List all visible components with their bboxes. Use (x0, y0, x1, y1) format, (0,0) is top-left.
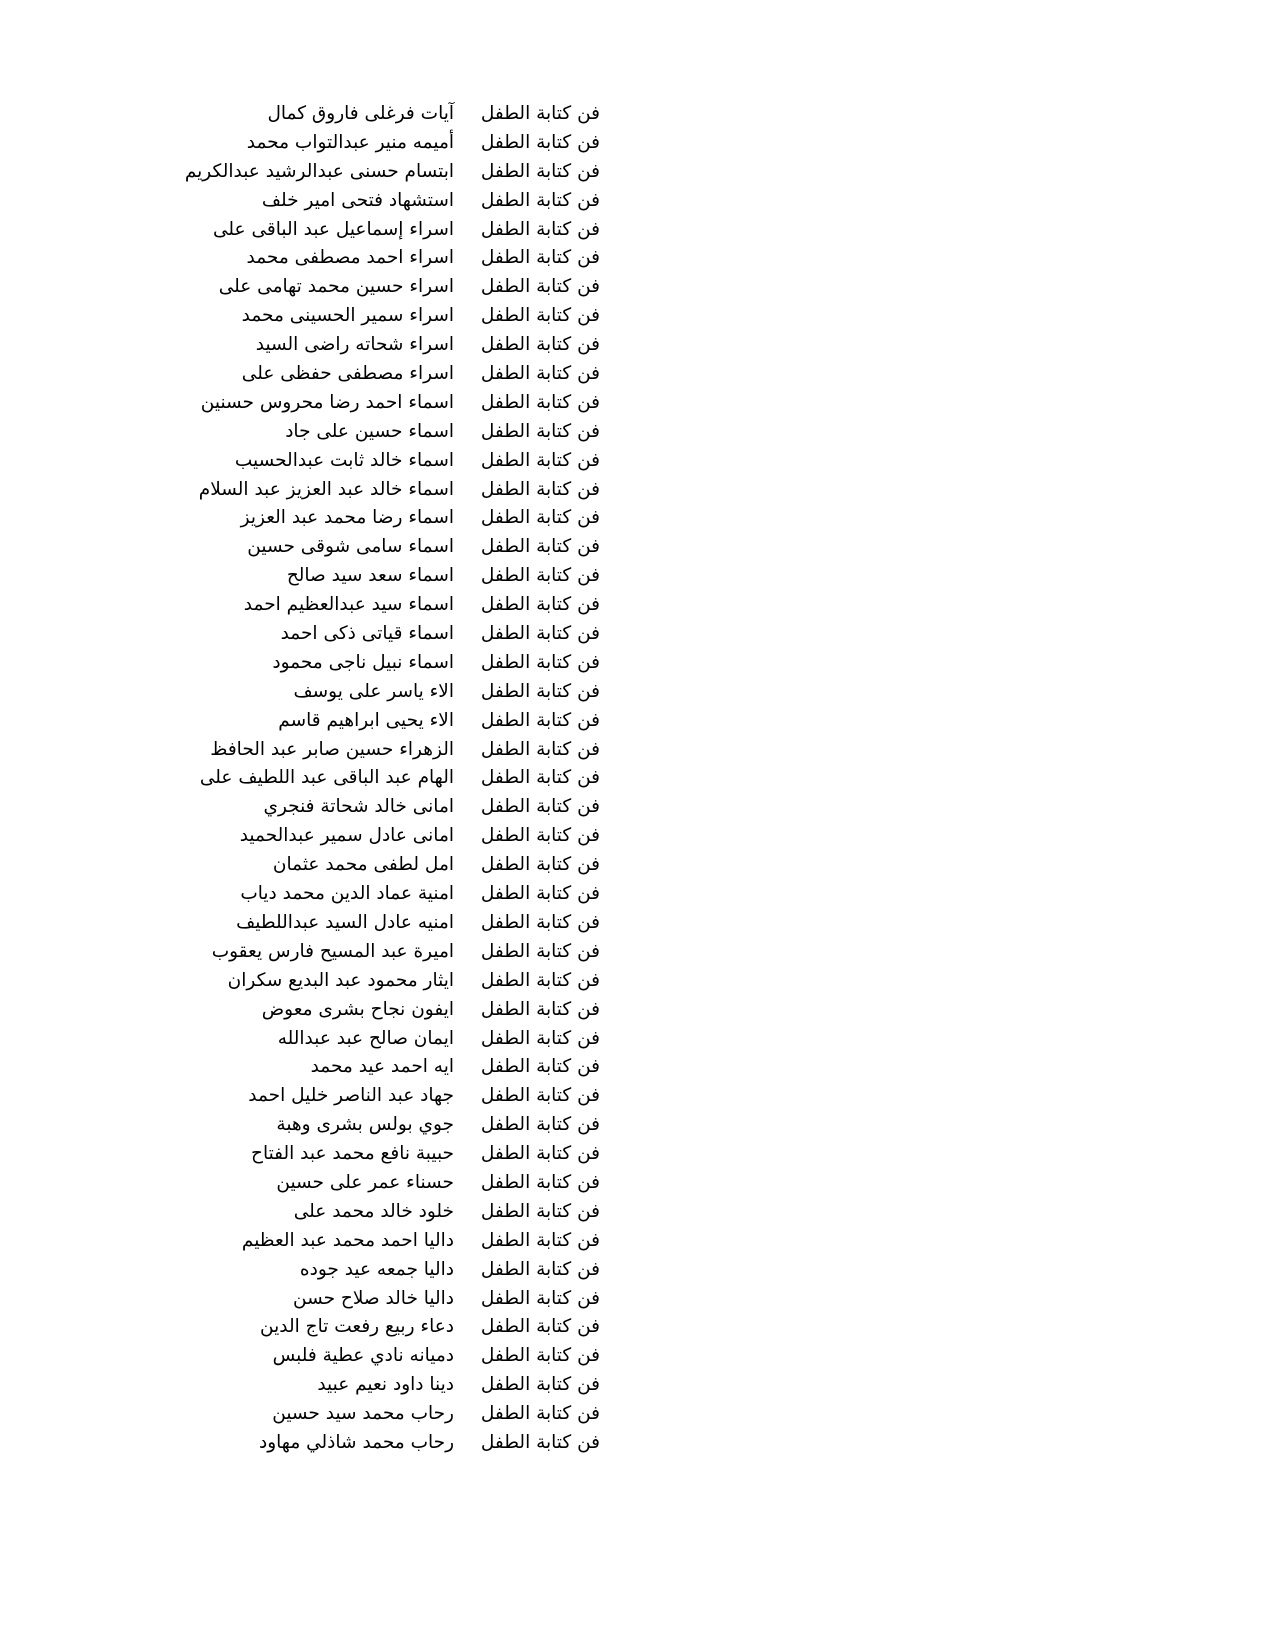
student-name: جهاد عبد الناصر خليل احمد (248, 1085, 454, 1107)
course-name: فن كتابة الطفل (480, 940, 600, 962)
student-name: اسماء سعد سيد صالح (286, 565, 454, 587)
student-name: استشهاد فتحى امير خلف (261, 189, 454, 211)
student-name: اسماء نبيل ناجى محمود (272, 651, 454, 673)
table-row (0, 244, 600, 273)
student-name: اسراء شحاته راضى السيد (255, 334, 454, 356)
table-row (0, 1053, 600, 1082)
course-name: فن كتابة الطفل (480, 507, 600, 529)
student-name: ايفون نجاح بشرى معوض (261, 998, 454, 1020)
student-name: ابتسام حسنى عبدالرشيد عبدالكريم (184, 160, 454, 182)
table-row (0, 1429, 600, 1458)
table-row (0, 1285, 600, 1314)
student-name: الزهراء حسين صابر عبد الحافظ (210, 738, 454, 760)
course-name: فن كتابة الطفل (480, 1056, 600, 1078)
student-name: اسراء احمد مصطفى محمد (246, 247, 454, 269)
course-name: فن كتابة الطفل (480, 1345, 600, 1367)
student-name: اسراء حسين محمد تهامى على (218, 276, 454, 298)
student-name: ايمان صالح عبد عبدالله (277, 1027, 454, 1049)
table-row (0, 418, 600, 447)
course-name: فن كتابة الطفل (480, 565, 600, 587)
table-row (0, 476, 600, 505)
table-row (0, 620, 600, 649)
course-name: فن كتابة الطفل (480, 131, 600, 153)
student-name: امنية عماد الدين محمد دياب (240, 883, 454, 905)
table-row (0, 1082, 600, 1111)
course-name: فن كتابة الطفل (480, 536, 600, 558)
course-name: فن كتابة الطفل (480, 738, 600, 760)
table-row (0, 851, 600, 880)
table-row (0, 158, 600, 187)
table-row (0, 1256, 600, 1285)
table-row (0, 504, 600, 533)
course-name: فن كتابة الطفل (480, 1143, 600, 1165)
table-row (0, 1198, 600, 1227)
student-name: اسراء سمير الحسينى محمد (241, 305, 454, 327)
course-name: فن كتابة الطفل (480, 1316, 600, 1338)
course-name: فن كتابة الطفل (480, 1085, 600, 1107)
table-row (0, 678, 600, 707)
course-name: فن كتابة الطفل (480, 883, 600, 905)
course-name: فن كتابة الطفل (480, 1171, 600, 1193)
course-name: فن كتابة الطفل (480, 478, 600, 500)
course-name: فن كتابة الطفل (480, 767, 600, 789)
table-row (0, 1025, 600, 1054)
course-name: فن كتابة الطفل (480, 623, 600, 645)
student-course-list (0, 100, 600, 1458)
student-name: دميانه نادي عطية فلبس (272, 1345, 454, 1367)
table-row (0, 1140, 600, 1169)
course-name: فن كتابة الطفل (480, 969, 600, 991)
course-name: فن كتابة الطفل (480, 1403, 600, 1425)
table-row (0, 707, 600, 736)
student-name: اسماء رضا محمد عبد العزيز (240, 507, 454, 529)
course-name: فن كتابة الطفل (480, 276, 600, 298)
table-row (0, 360, 600, 389)
course-name: فن كتابة الطفل (480, 1431, 600, 1453)
course-name: فن كتابة الطفل (480, 305, 600, 327)
course-name: فن كتابة الطفل (480, 998, 600, 1020)
student-name: اسماء سامى شوقى حسين (247, 536, 454, 558)
student-name: اسراء إسماعيل عبد الباقى على (213, 218, 454, 240)
table-row (0, 1342, 600, 1371)
table-row (0, 1111, 600, 1140)
course-name: فن كتابة الطفل (480, 651, 600, 673)
course-name: فن كتابة الطفل (480, 449, 600, 471)
table-row (0, 938, 600, 967)
student-name: ايه احمد عيد محمد (310, 1056, 454, 1078)
student-name: دينا داود نعيم عبيد (317, 1374, 454, 1396)
student-name: داليا جمعه عيد جوده (299, 1258, 454, 1280)
table-row (0, 389, 600, 418)
student-name: اسماء خالد ثابت عبدالحسيب (234, 449, 454, 471)
student-name: اميرة عبد المسيح فارس يعقوب (211, 940, 454, 962)
table-row (0, 273, 600, 302)
student-name: الاء يحيى ابراهيم قاسم (278, 709, 454, 731)
table-row (0, 649, 600, 678)
student-name: امانى خالد شحاتة فنجري (263, 796, 454, 818)
table-row (0, 1313, 600, 1342)
student-name: حبيبة نافع محمد عبد الفتاح (251, 1143, 454, 1165)
student-name: خلود خالد محمد على (293, 1200, 454, 1222)
student-name: آيات فرغلى فاروق كمال (267, 103, 454, 124)
table-row (0, 736, 600, 765)
student-name: ايثار محمود عبد البديع سكران (227, 969, 454, 991)
course-name: فن كتابة الطفل (480, 1258, 600, 1280)
course-name: فن كتابة الطفل (480, 594, 600, 616)
student-name: الاء ياسر على يوسف (293, 680, 454, 702)
table-row (0, 562, 600, 591)
table-row (0, 793, 600, 822)
course-name: فن كتابة الطفل (480, 1200, 600, 1222)
student-name: الهام عبد الباقى عبد اللطيف على (199, 767, 454, 789)
student-name: رحاب محمد شاذلي مهاود (259, 1431, 454, 1453)
table-row (0, 331, 600, 360)
student-name: جوي بولس بشرى وهبة (276, 1114, 454, 1136)
table-row (0, 591, 600, 620)
table-row (0, 216, 600, 245)
student-name: حسناء عمر على حسين (276, 1171, 454, 1193)
student-name: امانى عادل سمير عبدالحميد (239, 825, 454, 847)
table-row (0, 1169, 600, 1198)
course-name: فن كتابة الطفل (480, 911, 600, 933)
student-name: اسماء حسين على جاد (285, 420, 454, 442)
course-name: فن كتابة الطفل (480, 854, 600, 876)
table-row (0, 822, 600, 851)
student-name: رحاب محمد سيد حسين (272, 1403, 454, 1425)
student-name: اسماء سيد عبدالعظيم احمد (243, 594, 454, 616)
course-name: فن كتابة الطفل (480, 334, 600, 356)
course-name: فن كتابة الطفل (480, 825, 600, 847)
student-name: داليا احمد محمد عبد العظيم (241, 1229, 454, 1251)
student-name: اسماء احمد رضا محروس حسنين (200, 391, 454, 413)
student-name: امنيه عادل السيد عبداللطيف (236, 911, 454, 933)
table-row (0, 302, 600, 331)
table-row (0, 967, 600, 996)
course-name: فن كتابة الطفل (480, 103, 600, 124)
table-row (0, 187, 600, 216)
student-name: اسماء خالد عبد العزيز عبد السلام (198, 478, 454, 500)
table-row (0, 996, 600, 1025)
course-name: فن كتابة الطفل (480, 420, 600, 442)
course-name: فن كتابة الطفل (480, 218, 600, 240)
table-row (0, 533, 600, 562)
table-row (0, 764, 600, 793)
course-name: فن كتابة الطفل (480, 1114, 600, 1136)
table-row (0, 1371, 600, 1400)
table-row (0, 909, 600, 938)
course-name: فن كتابة الطفل (480, 1374, 600, 1396)
student-name: امل لطفى محمد عثمان (272, 854, 454, 876)
course-name: فن كتابة الطفل (480, 363, 600, 385)
course-name: فن كتابة الطفل (480, 796, 600, 818)
table-row (0, 1227, 600, 1256)
student-name: اسراء مصطفى حفظى على (241, 363, 454, 385)
table-row (0, 880, 600, 909)
student-name: دعاء ربيع رفعت تاج الدين (260, 1316, 454, 1338)
course-name: فن كتابة الطفل (480, 189, 600, 211)
course-name: فن كتابة الطفل (480, 160, 600, 182)
course-name: فن كتابة الطفل (480, 680, 600, 702)
table-row (0, 129, 600, 158)
table-row (0, 100, 600, 129)
table-row (0, 447, 600, 476)
student-name: اسماء قياتى ذكى احمد (280, 623, 454, 645)
course-name: فن كتابة الطفل (480, 1287, 600, 1309)
course-name: فن كتابة الطفل (480, 709, 600, 731)
course-name: فن كتابة الطفل (480, 247, 600, 269)
course-name: فن كتابة الطفل (480, 1027, 600, 1049)
student-name: أميمه منير عبدالتواب محمد (246, 131, 454, 153)
course-name: فن كتابة الطفل (480, 1229, 600, 1251)
course-name: فن كتابة الطفل (480, 391, 600, 413)
student-name: داليا خالد صلاح حسن (292, 1287, 454, 1309)
table-row (0, 1400, 600, 1429)
